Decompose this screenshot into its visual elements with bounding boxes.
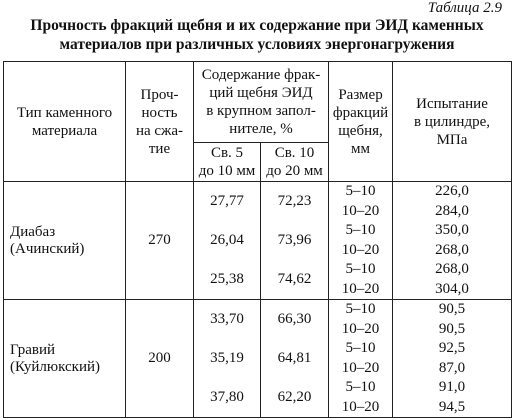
table-row-gravel [4,300,512,418]
table-row-diabase [4,182,512,300]
header-material-type: Тип каменного материала [4,62,126,182]
header-fraction-5-10: Св. 5 до 10 мм [194,143,261,182]
table-title [0,16,514,54]
material-name: Диабаз (Ачинский) [4,182,126,300]
header-strength: Проч- ность на сжа- тие [126,62,194,182]
data-table [3,61,512,418]
header-fraction-size: Размер фракций щебня, мм [329,62,393,182]
fraction-sizes: 5–10 10–20 5–10 10–20 5–10 10–20 [329,300,393,418]
content-10-20: 66,30 64,81 62,20 [261,300,329,418]
material-name: Гравий (Куйлюкский) [4,300,126,418]
cylinder-test-values: 226,0 284,0 350,0 268,0 268,0 304,0 [393,182,512,300]
content-10-20: 72,23 73,96 74,62 [261,182,329,300]
content-5-10: 33,70 35,19 37,80 [194,300,261,418]
strength-value: 200 [126,300,194,418]
content-5-10: 27,77 26,04 25,38 [194,182,261,300]
header-cylinder-test: Испытание в цилиндре, МПа [393,62,512,182]
cylinder-test-values: 90,5 90,5 92,5 87,0 91,0 94,5 [393,300,512,418]
header-fraction-10-20: Св. 10 до 20 мм [261,143,329,182]
strength-value: 270 [126,182,194,300]
table-number: Таблица 2.9 [427,0,502,16]
fraction-sizes: 5–10 10–20 5–10 10–20 5–10 10–20 [329,182,393,300]
header-content: Содержание фрак- ций щебня ЭИД в крупном запол- нителе, % [194,62,329,143]
title-line-1: Прочность фракций щебня и их содержание при ЭИД каменных [30,17,484,34]
title-line-2: материалов при различных условиях энергонагружения [59,36,455,53]
